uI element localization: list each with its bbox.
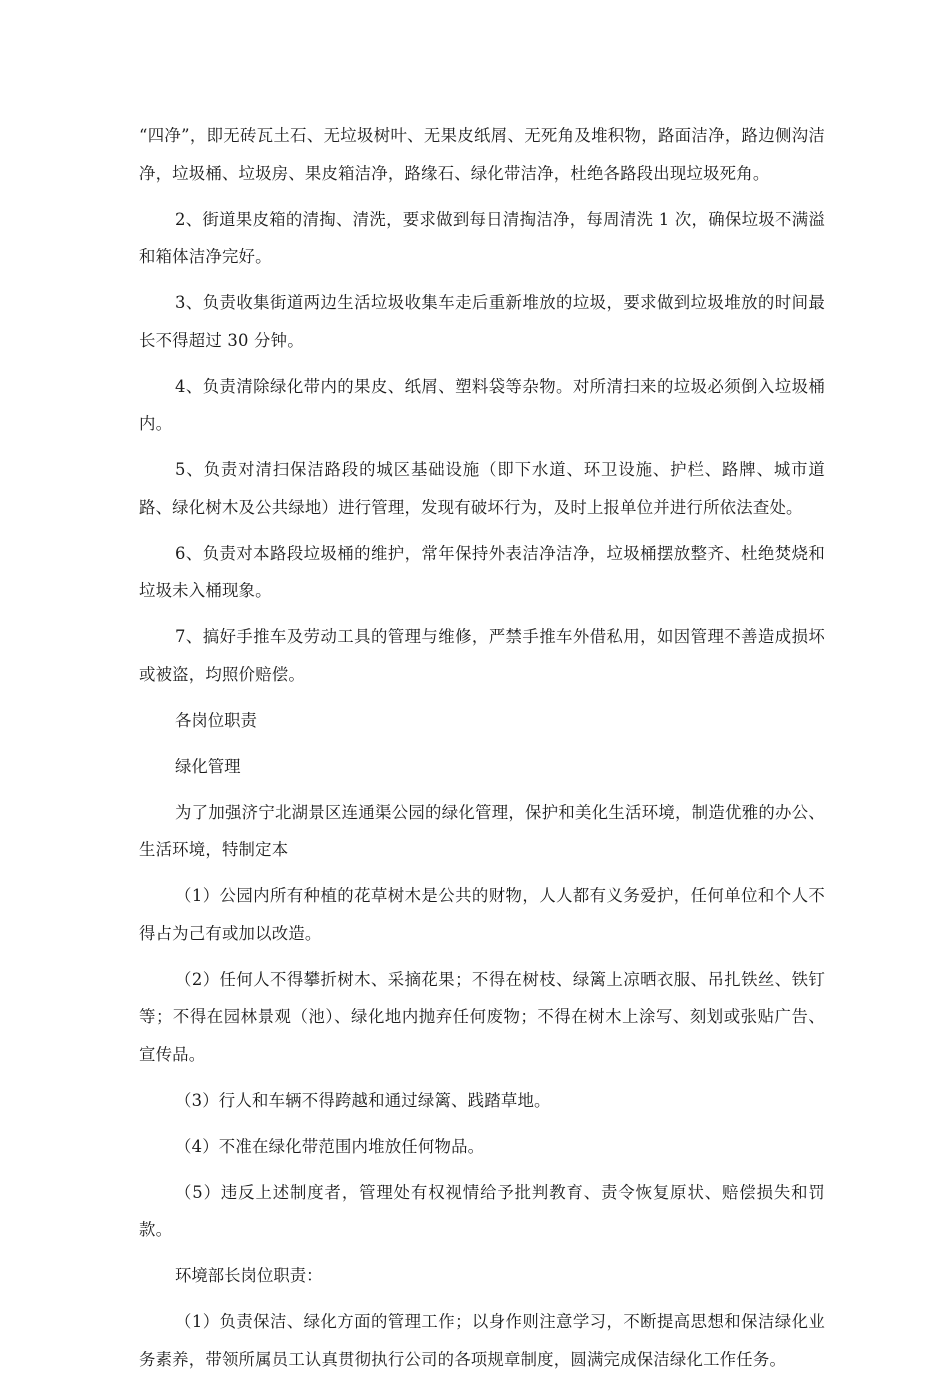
paragraph-greening-rule-1: （1）公园内所有种植的花草树木是公共的财物，人人都有义务爱护，任何单位和个人不得占为己有或加以改造。 bbox=[139, 886, 825, 943]
paragraph-greening-rule-2: （2）任何人不得攀折树木、采摘花果；不得在树枝、绿篱上凉晒衣服、吊扎铁丝、铁钉等；不得在园林景观（池）、绿化地内抛弃任何废物；不得在树木上涂写、刻划或张贴广告、宣传品。 bbox=[139, 969, 825, 1064]
paragraph-director-duty-1: （1）负责保洁、绿化方面的管理工作；以身作则注意学习，不断提高思想和保洁绿化业务素养，带领所属员工认真贯彻执行公司的各项规章制度，圆满完成保洁绿化工作任务。 bbox=[139, 1312, 825, 1369]
paragraph-item-4: 4、负责清除绿化带内的果皮、纸屑、塑料袋等杂物。对所清扫来的垃圾必须倒入垃圾桶内。 bbox=[139, 376, 825, 433]
paragraph-greening-intro: 为了加强济宁北湖景区连通渠公园的绿化管理，保护和美化生活环境，制造优雅的办公、生活环境，特制定本 bbox=[139, 802, 825, 859]
paragraph-item-5: 5、负责对清扫保洁路段的城区基础设施（即下水道、环卫设施、护栏、路牌、城市道路、绿化树木及公共绿地）进行管理，发现有破坏行为，及时上报单位并进行所依法查处。 bbox=[139, 460, 825, 517]
paragraph-four-clean-standard: “四净”，即无砖瓦土石、无垃圾树叶、无果皮纸屑、无死角及堆积物，路面洁净，路边侧沟洁净，垃圾桶、垃圾房、果皮箱洁净，路缘石、绿化带洁净，杜绝各路段出现垃圾死角。 bbox=[139, 126, 825, 183]
paragraph-greening-rule-4: （4）不准在绿化带范围内堆放任何物品。 bbox=[175, 1136, 485, 1156]
document-page bbox=[139, 117, 825, 1387]
paragraph-greening-rule-3: （3）行人和车辆不得跨越和通过绿篱、践踏草地。 bbox=[175, 1090, 551, 1110]
paragraph-item-7: 7、搞好手推车及劳动工具的管理与维修，严禁手推车外借私用，如因管理不善造成损坏或被盗，均照价赔偿。 bbox=[139, 627, 825, 684]
section-heading-env-director-duties: 环境部长岗位职责： bbox=[175, 1266, 323, 1285]
paragraph-item-3: 3、负责收集街道两边生活垃圾收集车走后重新堆放的垃圾，要求做到垃圾堆放的时间最长不得超过 30 分钟。 bbox=[139, 293, 825, 350]
paragraph-greening-rule-5: （5）违反上述制度者，管理处有权视情给予批判教育、责令恢复原状、赔偿损失和罚款。 bbox=[139, 1182, 825, 1239]
paragraph-item-6: 6、负责对本路段垃圾桶的维护，常年保持外表洁净洁净，垃圾桶摆放整齐、杜绝焚烧和垃圾未入桶现象。 bbox=[139, 543, 825, 600]
section-heading-job-duties: 各岗位职责 bbox=[175, 710, 257, 730]
section-heading-greening-management: 绿化管理 bbox=[175, 756, 241, 776]
paragraph-item-2: 2、街道果皮箱的清掏、清洗，要求做到每日清掏洁净，每周清洗 1 次，确保垃圾不满溢和箱体洁净完好。 bbox=[139, 209, 825, 266]
